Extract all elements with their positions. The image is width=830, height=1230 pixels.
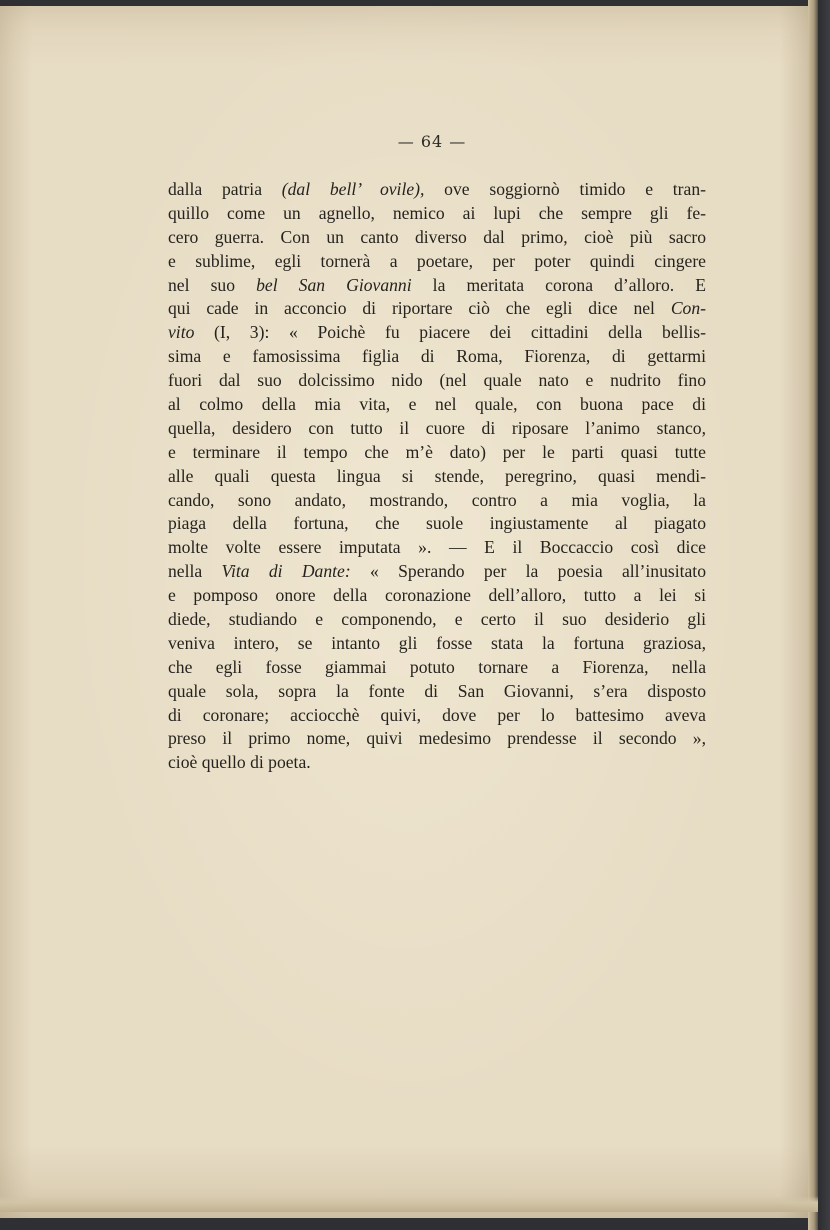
text-line — [168, 512, 706, 536]
text-line — [168, 727, 706, 751]
text-line — [168, 632, 706, 656]
text-segment: al colmo della mia vita, e nel quale, con buona pace di — [168, 394, 706, 415]
text-segment: preso il primo nome, quivi medesimo prendesse il secondo », — [168, 728, 706, 749]
text-line — [168, 345, 706, 369]
text-segment: dalla patria — [168, 179, 282, 199]
text-segment: qui cade in acconcio di riportare ciò che egli dice nel — [168, 298, 671, 319]
body-text — [168, 178, 706, 775]
text-segment: la meritata corona d’alloro. E — [411, 274, 707, 295]
text-line — [168, 489, 706, 513]
text-line — [168, 250, 706, 274]
text-line — [168, 608, 706, 632]
text-segment: e terminare il tempo che m’è dato) per le parti quasi tutte — [168, 441, 706, 462]
text-segment: ove soggiornò timido e tran- — [424, 179, 706, 199]
text-line — [168, 274, 706, 298]
text-line — [168, 704, 706, 728]
text-segment: nel suo — [168, 274, 257, 295]
text-line — [168, 560, 706, 584]
text-line — [168, 584, 706, 608]
text-line — [168, 297, 706, 321]
page-edge-right — [808, 0, 818, 1230]
text-segment: quillo come un agnello, nemico ai lupi che sempre gli fe- — [168, 202, 706, 223]
text-segment: quale sola, sopra la fonte di San Giovanni, s’era disposto — [168, 680, 706, 701]
text-segment: alle quali questa lingua si stende, peregrino, quasi mendi- — [168, 465, 706, 486]
page-number: — 64 — — [397, 132, 467, 151]
text-line — [168, 441, 706, 465]
text-segment: quella, desidero con tutto il cuore di riposare l’animo stanco, — [168, 417, 706, 438]
text-line — [168, 226, 706, 250]
text-line — [168, 417, 706, 441]
text-segment: piaga della fortuna, che suole ingiustamente al piagato — [168, 513, 706, 534]
text-line — [168, 536, 706, 560]
text-line — [168, 369, 706, 393]
text-segment: cero guerra. Con un canto diverso dal primo, cioè più sacro — [168, 226, 706, 247]
text-segment: sima e famosissima figlia di Roma, Fiorenza, di gettarmi — [168, 346, 706, 367]
text-segment: (I, 3): « Poichè fu piacere dei cittadini della bellis- — [194, 322, 706, 343]
text-segment: veniva intero, se intanto gli fosse stata la fortuna graziosa, — [168, 632, 706, 653]
text-segment: molte volte essere imputata ». — E il Boccaccio così dice — [168, 537, 706, 558]
text-segment: cioè quello di poeta. — [168, 752, 311, 773]
text-line — [168, 178, 706, 202]
text-line — [168, 202, 706, 226]
text-segment: fuori dal suo dolcissimo nido (nel quale nato e nudrito fino — [168, 370, 706, 391]
text-segment: « Sperando per la poesia all’inusitato — [350, 561, 706, 582]
book-cover-edge — [818, 0, 830, 1230]
text-segment: cando, sono andato, mostrando, contro a mia voglia, la — [168, 489, 706, 510]
text-segment: diede, studiando e componendo, e certo il suo desiderio gli — [168, 609, 706, 630]
text-segment: (dal bell’ ovile), — [281, 179, 425, 199]
text-line — [168, 680, 706, 704]
text-segment: che egli fosse giammai potuto tornare a Fiorenza, nella — [168, 656, 706, 677]
text-line — [168, 751, 706, 775]
page-edge-bottom — [0, 1196, 818, 1212]
text-line — [168, 465, 706, 489]
text-line — [168, 656, 706, 680]
text-segment: e pomposo onore della coronazione dell’alloro, tutto a lei si — [168, 585, 706, 606]
text-segment: Con- — [670, 298, 706, 319]
text-segment: Vita di Dante: — [221, 561, 351, 582]
text-segment: vito — [168, 322, 195, 343]
text-line — [168, 321, 706, 345]
text-segment: bel San Giovanni — [256, 274, 412, 295]
text-segment: nella — [168, 561, 222, 582]
text-segment: di coronare; acciocchè quivi, dove per lo battesimo aveva — [168, 704, 706, 725]
text-segment: e sublime, egli tornerà a poetare, per poter quindi cingere — [168, 250, 706, 271]
text-line — [168, 393, 706, 417]
paper-page — [0, 6, 812, 1218]
